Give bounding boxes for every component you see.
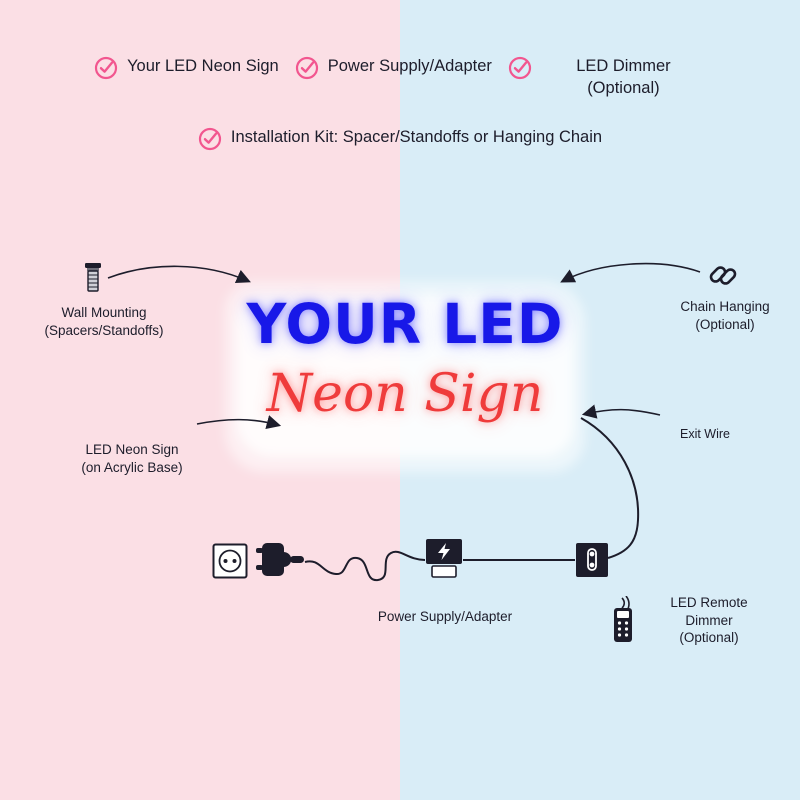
checklist-item-label: Your LED Neon Sign (127, 57, 279, 75)
arrow-exit-wire (585, 410, 660, 415)
callout-chain-hanging (650, 298, 800, 333)
neon-sign-line-2: Neon Sign (266, 364, 544, 424)
remote-control-icon (612, 596, 646, 644)
callout-power-supply-line1: Power Supply/Adapter (377, 609, 513, 624)
wire-adapter-to-plug (305, 552, 425, 580)
power-adapter-icon (425, 538, 463, 582)
wire-sign-to-dimmer (581, 418, 638, 558)
callout-led-neon-sign-line1: LED Neon Sign (85, 442, 179, 457)
callout-wall-mounting-line2: (Spacers/Standoffs) (44, 322, 164, 338)
callout-led-remote-dimmer-line2: Dimmer (685, 612, 733, 628)
callout-wall-mounting (14, 304, 194, 339)
callout-led-remote-dimmer-line3: (Optional) (679, 630, 739, 646)
callout-exit-wire (660, 426, 750, 442)
callout-chain-hanging-line1: Chain Hanging (680, 299, 770, 314)
callout-led-remote-dimmer-line1: LED Remote (670, 595, 748, 610)
inline-dimmer-icon (575, 542, 609, 578)
wall-outlet-icon (212, 543, 248, 579)
checklist-item-label: Power Supply/Adapter (327, 57, 492, 75)
callout-led-neon-sign (52, 441, 212, 476)
callout-chain-hanging-line2: (Optional) (695, 316, 755, 332)
arrow-led-neon-sign (197, 420, 278, 425)
callout-led-remote-dimmer (645, 594, 773, 647)
arrow-chain-hanging (563, 264, 700, 281)
checklist-item-label: LED Dimmer (Optional) (576, 57, 671, 98)
chain-link-icon (706, 258, 740, 292)
arrow-wall-mounting (108, 266, 248, 281)
neon-sign-line-1: YOUR LED (246, 292, 564, 356)
callout-exit-wire-line1: Exit Wire (680, 427, 730, 441)
power-plug-icon (256, 540, 312, 582)
callout-power-supply (345, 608, 545, 626)
callout-wall-mounting-line1: Wall Mounting (61, 305, 147, 320)
checklist-item-label: Installation Kit: Spacer/Standoffs or Hanging Chain (230, 127, 603, 146)
callout-led-neon-sign-line2: (on Acrylic Base) (81, 459, 183, 475)
screw-icon (80, 262, 106, 298)
